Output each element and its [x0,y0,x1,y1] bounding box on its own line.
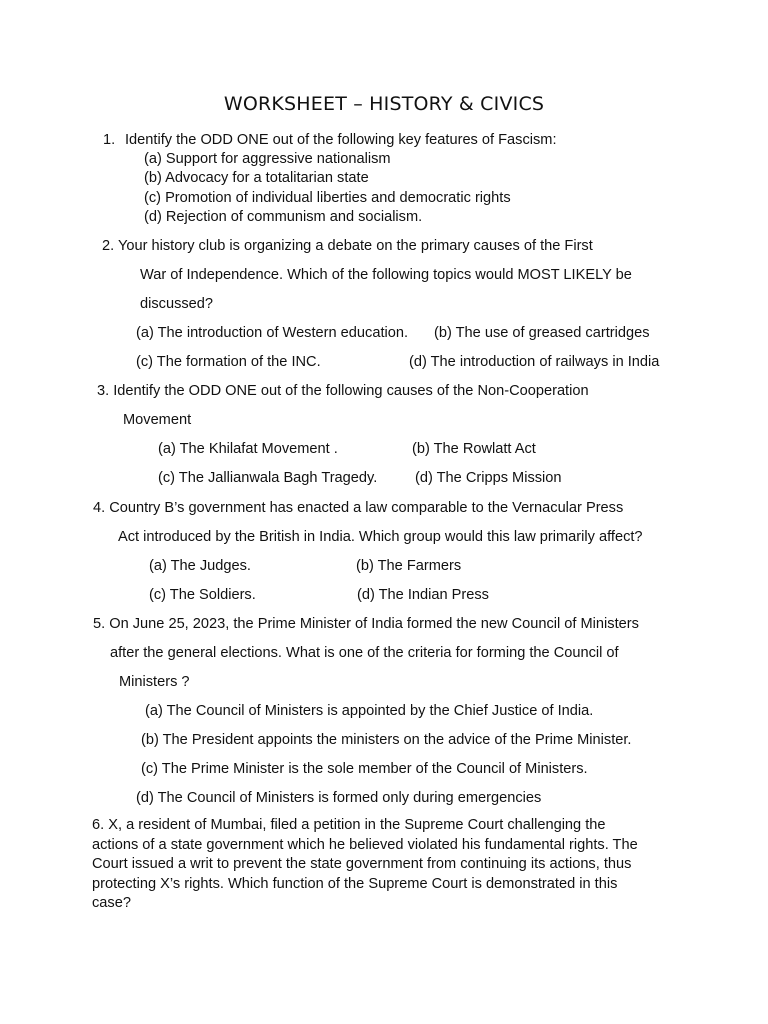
question-4-option-a: (a) The Judges. [149,558,251,574]
question-5-line-2: after the general elections. What is one of the criteria for forming the Council of [110,645,619,661]
question-5-option-c: (c) The Prime Minister is the sole member of the Council of Ministers. [141,761,588,777]
question-2-option-b: (b) The use of greased cartridges [434,325,650,341]
question-2-line-2: War of Independence. Which of the following topics would MOST LIKELY be [140,267,632,283]
question-3-option-b: (b) The Rowlatt Act [412,441,536,457]
question-5-line-1: 5. On June 25, 2023, the Prime Minister of India formed the new Council of Ministers [93,616,639,632]
question-4-option-b: (b) The Farmers [356,558,462,574]
question-2-line-1: 2. Your history club is organizing a debate on the primary causes of the First [102,238,593,254]
question-3-option-c: (c) The Jallianwala Bagh Tragedy. [158,470,378,486]
question-3-option-a: (a) The Khilafat Movement . [158,441,338,457]
question-3-line-1: 3. Identify the ODD ONE out of the following causes of the Non-Cooperation [97,383,589,399]
question-1-option-d: (d) Rejection of communism and socialism. [144,209,423,225]
question-4-line-2: Act introduced by the British in India. Which group would this law primarily affect? [118,529,643,545]
question-2-option-c: (c) The formation of the INC. [136,354,321,370]
question-1-option-c: (c) Promotion of individual liberties and democratic rights [144,190,511,206]
question-2-option-a: (a) The introduction of Western education. [136,325,409,341]
question-1-text: Identify the ODD ONE out of the following key features of Fascism: [125,132,557,148]
question-1-option-a: (a) Support for aggressive nationalism [144,151,391,167]
question-3-option-d: (d) The Cripps Mission [415,470,562,486]
worksheet-title: WORKSHEET – HISTORY & CIVICS [223,93,545,115]
question-5-option-d: (d) The Council of Ministers is formed only during emergencies [136,790,542,806]
question-5-option-a: (a) The Council of Ministers is appointed by the Chief Justice of India. [145,703,594,719]
question-1-number: 1. [103,132,116,148]
question-4-line-1: 4. Country B’s government has enacted a law comparable to the Vernacular Press [93,500,624,516]
question-5-line-3: Ministers ? [119,674,190,690]
question-5-option-b: (b) The President appoints the ministers on the advice of the Prime Minister. [141,732,632,748]
question-2-option-d: (d) The introduction of railways in India [409,354,660,370]
question-4-option-d: (d) The Indian Press [357,587,489,603]
question-1-option-b: (b) Advocacy for a totalitarian state [144,170,369,186]
question-4-option-c: (c) The Soldiers. [149,587,256,603]
question-3-line-2: Movement [123,412,192,428]
question-6-text: 6. X, a resident of Mumbai, filed a petition in the Supreme Court challenging the actions of a state government which he believed violated his fundamental rights. The Court issued a writ to prevent the state government from continuing its actions, thus protecting X’s rights. Which function of the Supreme Court is demonstrated in this case? [92,817,638,911]
question-2-line-3: discussed? [140,296,214,312]
